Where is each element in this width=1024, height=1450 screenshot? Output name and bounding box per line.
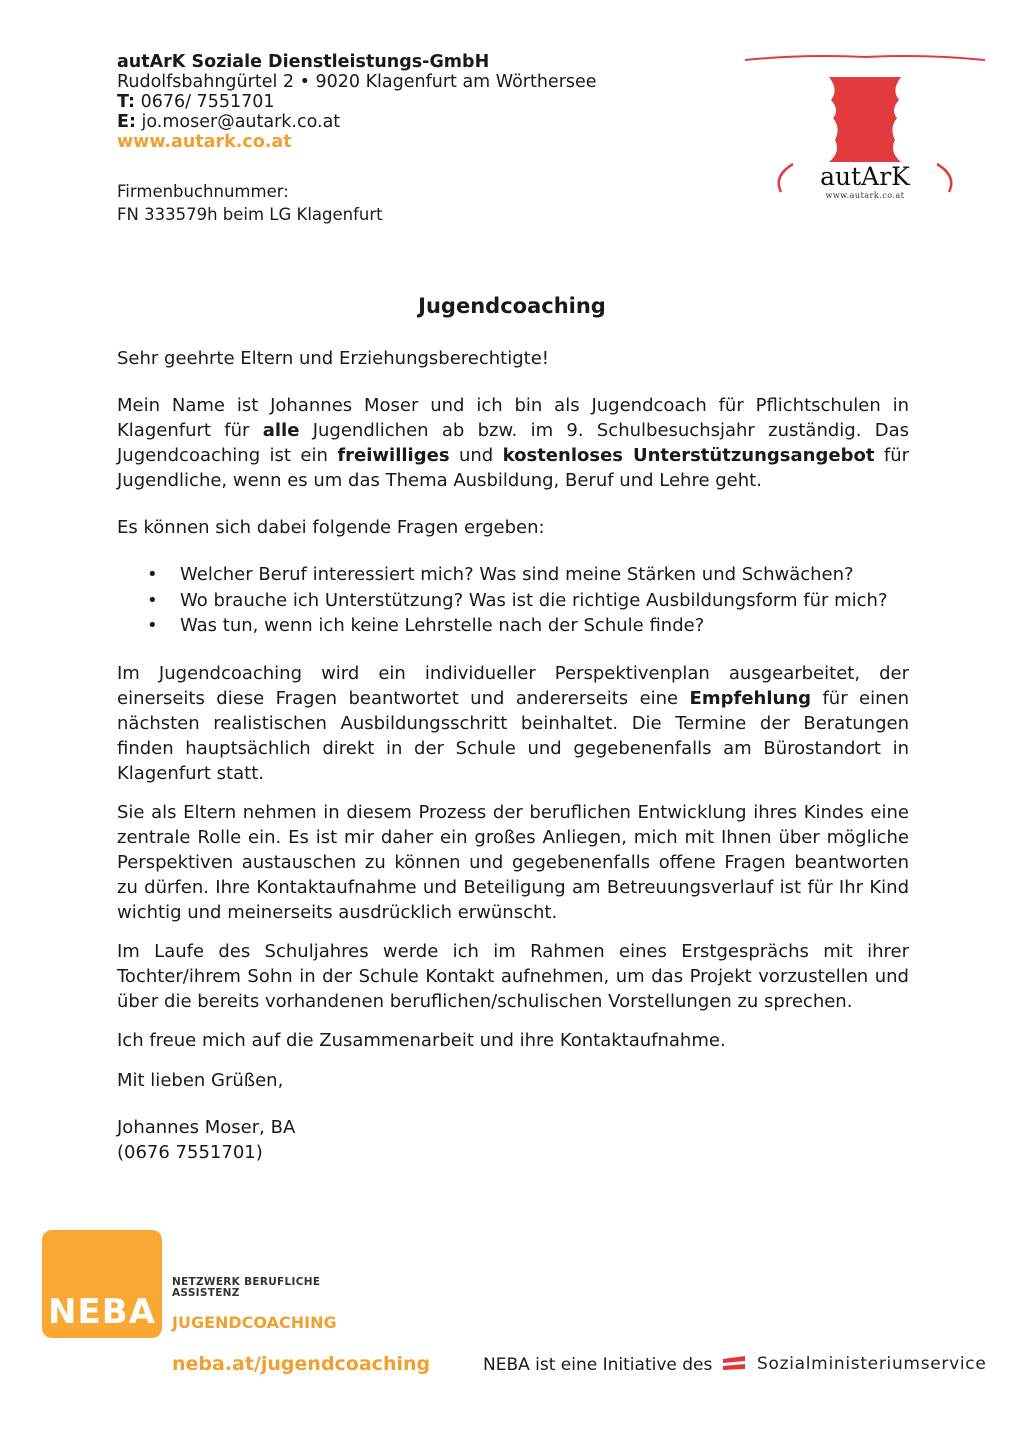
questions-list (117, 562, 909, 639)
intro-emphasis-voluntary: freiwilliges (337, 445, 450, 466)
neba-logo-text: NEBA (48, 1292, 156, 1332)
intro-paragraph (117, 393, 909, 493)
company-address: Rudolfsbahngürtel 2 • 9020 Klagenfurt am Wörthersee (117, 72, 597, 92)
perspective-paragraph (117, 661, 909, 786)
neba-url-link[interactable]: neba.at/jugendcoaching (172, 1353, 431, 1375)
register-number: FN 333579h beim LG Klagenfurt (117, 205, 383, 224)
austria-flag-icon (722, 1355, 746, 1371)
network-label (172, 1277, 320, 1299)
program-label: JUGENDCOACHING (172, 1313, 337, 1332)
phone-label: T: (117, 92, 135, 112)
document-title: Jugendcoaching (418, 294, 606, 318)
closing-greeting: Mit lieben Grüßen, (117, 1069, 284, 1091)
intro-emphasis-free-support: kostenloses Unterstützungsangebot (502, 445, 875, 466)
list-item: • Wo brauche ich Unterstützung? Was ist die richtige Ausbildungsform für mich? (117, 588, 909, 614)
sender-address-block (117, 52, 597, 152)
intro-text-2: Jugendlichen ab bzw. im 9. Schulbesuchsjahr zuständig. Das Jugendcoaching ist ein (117, 420, 909, 466)
phone-number: 0676/ 7551701 (140, 92, 275, 112)
autark-logo (745, 52, 985, 202)
company-register (117, 180, 383, 226)
perspective-text-1: Im Jugendcoaching wird ein individueller Perspektivenplan ausgearbeitet, der einerseits diese Fragen beantwortet und andererseits eine (117, 662, 909, 709)
intro-text-4: für Jugendliche, wenn es um das Thema Ausbildung, Beruf und Lehre geht. (117, 445, 910, 491)
signature-name: Johannes Moser, BA (117, 1116, 296, 1138)
intro-emphasis-alle: alle (262, 420, 300, 441)
network-label-line2: ASSISTENZ (172, 1287, 240, 1299)
intro-text-1: Mein Name ist Johannes Moser und ich bin als Jugendcoach für Pflichtschulen in Klagenfurt für (117, 395, 909, 441)
logo-url-text: www.autark.co.at (825, 191, 905, 200)
email-label: E: (117, 112, 136, 132)
logo-brand-text: autArK (820, 162, 910, 191)
website-link[interactable]: www.autark.co.at (117, 132, 292, 152)
perspective-emphasis-recommendation: Empfehlung (689, 687, 812, 709)
list-item: • Was tun, wenn ich keine Lehrstelle nach der Schule finde? (117, 613, 909, 639)
email-line (117, 112, 597, 132)
register-label: Firmenbuchnummer: (117, 182, 289, 201)
list-item: • Welcher Beruf interessiert mich? Was sind meine Stärken und Schwächen? (117, 562, 909, 588)
questions-intro: Es können sich dabei folgende Fragen ergeben: (117, 517, 545, 538)
intro-text-3: und (449, 445, 503, 466)
initiative-text: NEBA ist eine Initiative des (483, 1355, 713, 1375)
signature-phone: (0676 7551701) (117, 1141, 263, 1163)
company-name: autArK Soziale Dienstleistungs-GmbH (117, 52, 490, 72)
phone-line (117, 92, 597, 112)
salutation: Sehr geehrte Eltern und Erziehungsberechtigte! (117, 348, 549, 369)
parents-paragraph: Sie als Eltern nehmen in diesem Prozess der beruflichen Entwicklung ihres Kindes eine zentrale Rolle ein. Es ist mir daher ein großes Anliegen, mich mit Ihnen über mögliche Perspektiven austauschen zu können und gegebenenfalls offene Fragen beantworten zu dürfen. Ihre Kontaktaufnahme und Beteiligung am Betreuungsverlauf ist für Ihr Kind wichtig und meinerseits ausdrücklich erwünscht. (117, 801, 909, 923)
network-label-line1: NETZWERK BERUFLICHE (172, 1276, 321, 1288)
letter-body (117, 346, 909, 1165)
email-address[interactable]: jo.moser@autark.co.at (141, 112, 341, 132)
closing-paragraph: Ich freue mich auf die Zusammenarbeit und ihre Kontaktaufnahme. (117, 1029, 726, 1051)
schoolyear-paragraph: Im Laufe des Schuljahres werde ich im Rahmen eines Erstgesprächs mit ihrer Tochter/ihrem Sohn in der Schule Kontakt aufnehmen, um das Projekt vorzustellen und über die bereits vorhandenen beruflichen/schulischen Vorstellungen zu sprechen. (117, 940, 909, 1012)
ministry-name: Sozialministeriumservice (757, 1354, 987, 1374)
perspective-text-2: für einen nächsten realistischen Ausbildungsschritt beinhaltet. Die Termine der Beratungen finden hauptsächlich direkt in der Schule und gegebenenfalls am Bürostandort in Klagenfurt statt. (117, 687, 909, 784)
